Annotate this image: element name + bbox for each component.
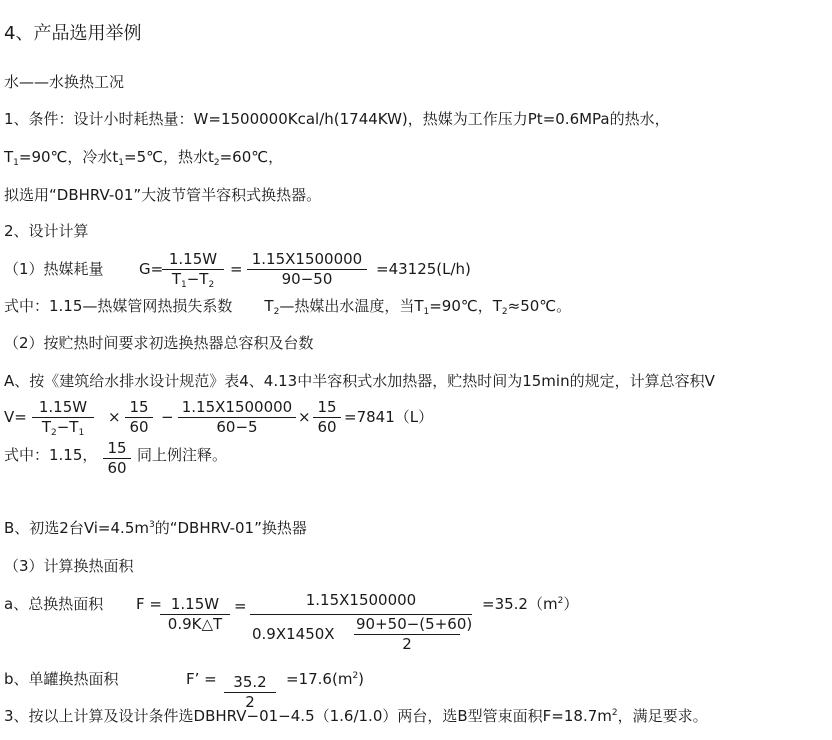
- step1-fraction-2: $\frac{1.15X1500000}{90-50}$: [247, 252, 367, 287]
- v-note-suffix: 同上例注释。: [137, 446, 228, 464]
- step3-heading: （3）计算换热面积: [4, 557, 134, 575]
- v-fraction-2: $\frac{15}{60}$: [125, 400, 153, 435]
- v-fraction-3: $\frac{1.15X1500000}{60-5}$: [178, 400, 296, 435]
- area-fraction-1: $\frac{1.15W}{0.9K\triangle T}$: [160, 597, 230, 632]
- step1-g: G=: [139, 260, 164, 278]
- section-title: 4、产品选用举例: [4, 23, 142, 44]
- b-line: B、初选2台$Vi=4.5m^3$的“DBHRV-01”换热器: [4, 519, 307, 537]
- v-fraction-1: $\frac{1.15W}{T_2-T_1}$: [32, 400, 94, 435]
- v-label: V=: [4, 408, 27, 426]
- area-f: F =: [136, 595, 162, 613]
- subtitle: 水——水换热工况: [4, 73, 125, 91]
- area-label: a、总换热面积: [4, 595, 104, 613]
- step2-a-line: A、按《建筑给水排水设计规范》表4、4.13中半容积式水加热器，贮热时间为15min的规定，计算总容积V: [4, 372, 715, 390]
- step1-result: =43125(L/h): [376, 260, 471, 278]
- condition-line-2: $T_1=90℃$，冷水$t_1=5℃$，热水$t_2=60℃$，: [4, 148, 284, 168]
- design-heading: 2、设计计算: [4, 222, 89, 240]
- area-fraction-2: 1.15X1500000 0.9X1450X $\frac{90+50-(5+60)}{2}$: [252, 591, 473, 653]
- area-equals: =: [234, 597, 247, 615]
- single-f: F’ =: [186, 670, 217, 688]
- v-times-2: ×: [298, 408, 311, 426]
- conclusion-line: 3、按以上计算及设计条件选DBHRV−01−4.5（1.6/1.0）两台，选B型管束面积$F=18.7m^2$，满足要求。: [4, 707, 708, 725]
- condition-line-1: 1、条件：设计小时耗热量：W=1500000Kcal/h(1744KW)，热媒为工作压力Pt=0.6MPa的热水，: [4, 110, 670, 128]
- v-times-1: ×: [108, 408, 121, 426]
- v-minus: −: [161, 408, 174, 426]
- selection-line: 拟选用“DBHRV-01”大波节管半容积式换热器。: [4, 186, 322, 204]
- area-inner-fraction: $\frac{90+50-(5+60)}{2}$: [356, 615, 473, 653]
- v-fraction-4: $\frac{15}{60}$: [313, 400, 341, 435]
- step2-heading: （2）按贮热时间要求初选换热器总容积及台数: [4, 334, 314, 352]
- step1-fraction-1: $\frac{1.15W}{T_1-T_2}$: [162, 252, 224, 287]
- single-result: $=17.6(m^2)$: [286, 670, 365, 688]
- area-result: $=35.2(m^2)$: [482, 595, 579, 613]
- step1-note: 式中：1.15—热媒管网热损失系数 $T_2—$热媒出水温度，当$T_1=90℃$，$T_2\approx 50℃$。: [4, 297, 572, 317]
- v-result: =7841（L）: [344, 408, 434, 426]
- step1-label: （1）热媒耗量: [4, 260, 104, 278]
- single-fraction: $\frac{35.2}{2}$: [224, 675, 276, 710]
- v-note-prefix: 式中：1.15，: [4, 446, 98, 464]
- v-note-fraction: $\frac{15}{60}$: [103, 441, 131, 476]
- single-label: b、单罐换热面积: [4, 670, 119, 688]
- step1-equals: =: [230, 260, 243, 278]
